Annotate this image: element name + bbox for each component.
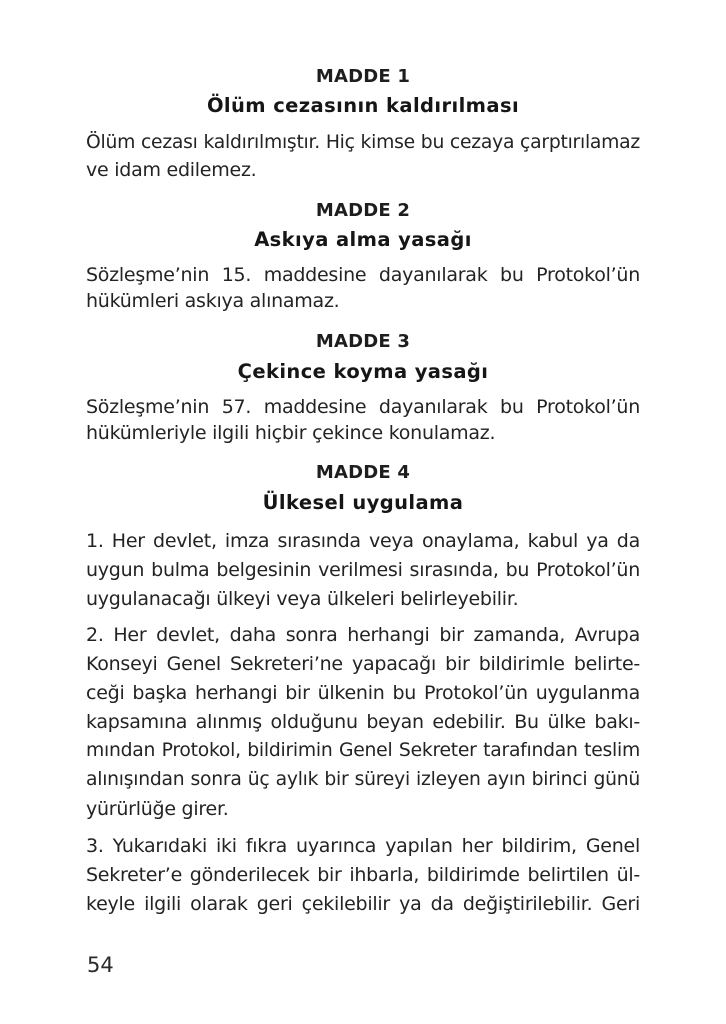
article-4-para-2-line-3: ceği başka herhangi bir ülkenin bu Protokol’ün uygulanma — [86, 682, 640, 704]
article-4-title: Ülkesel uygulama — [262, 491, 464, 514]
article-4-para-1-line-3: uygulanacağı ülkeyi veya ülkeleri belirleyebilir. — [86, 588, 519, 610]
article-3-text-line-1: Sözleşme’nin 57. maddesine dayanılarak bu Protokol’ün — [86, 396, 640, 418]
article-4-para-3-line-3: keyle ilgili olarak geri çekilebilir ya da değiştirilebilir. Geri — [86, 893, 640, 915]
article-4-para-2-line-2: Konseyi Genel Sekreteri’ne yapacağı bir bildirimle belirte- — [86, 653, 640, 675]
article-4-para-3-line-2: Sekreter’e gönderilecek bir ihbarla, bildirimde belirtilen ül- — [86, 864, 640, 886]
article-4-para-2-line-4: kapsamına alınmış olduğunu beyan edebilir. Bu ülke bakı- — [86, 711, 640, 733]
article-2-title: Askıya alma yasağı — [254, 228, 472, 251]
article-2-text-line-1: Sözleşme’nin 15. maddesine dayanılarak bu Protokol’ün — [86, 264, 640, 286]
article-4-para-3-line-1: 3. Yukarıdaki iki fıkra uyarınca yapılan her bildirim, Genel — [86, 835, 640, 857]
article-4-number: MADDE 4 — [315, 462, 411, 483]
article-2-number: MADDE 2 — [315, 200, 411, 221]
article-4-para-2-line-5: mından Protokol, bildirimin Genel Sekreter tarafından teslim — [86, 740, 640, 761]
article-4-para-2-line-6: alınışından sonra üç aylık bir süreyi izleyen ayın birinci günü — [86, 769, 640, 790]
article-1-text-line-2: ve idam edilemez. — [86, 159, 257, 181]
article-3-number: MADDE 3 — [315, 331, 411, 352]
article-1-title: Ölüm cezasının kaldırılması — [206, 94, 520, 117]
article-4-para-1-line-2: uygun bulma belgesinin verilmesi sırasında, bu Protokol’ün — [86, 559, 640, 581]
article-3-text-line-2: hükümleriyle ilgili hiçbir çekince konulamaz. — [86, 422, 496, 444]
article-2-text-line-2: hükümleri askıya alınamaz. — [86, 290, 340, 312]
article-4-para-2-line-7: yürürlüğe girer. — [86, 798, 229, 820]
article-4-para-2-line-1: 2. Her devlet, daha sonra herhangi bir zamanda, Avrupa — [86, 624, 640, 646]
article-3-title: Çekince koyma yasağı — [237, 360, 489, 383]
article-4-para-1-line-1: 1. Her devlet, imza sırasında veya onaylama, kabul ya da — [86, 530, 640, 552]
article-1-number: MADDE 1 — [315, 66, 411, 87]
page-number: 54 — [87, 953, 114, 977]
document-page — [86, 0, 640, 1024]
article-1-text-line-1: Ölüm cezası kaldırılmıştır. Hiç kimse bu cezaya çarptırılamaz — [86, 132, 640, 153]
